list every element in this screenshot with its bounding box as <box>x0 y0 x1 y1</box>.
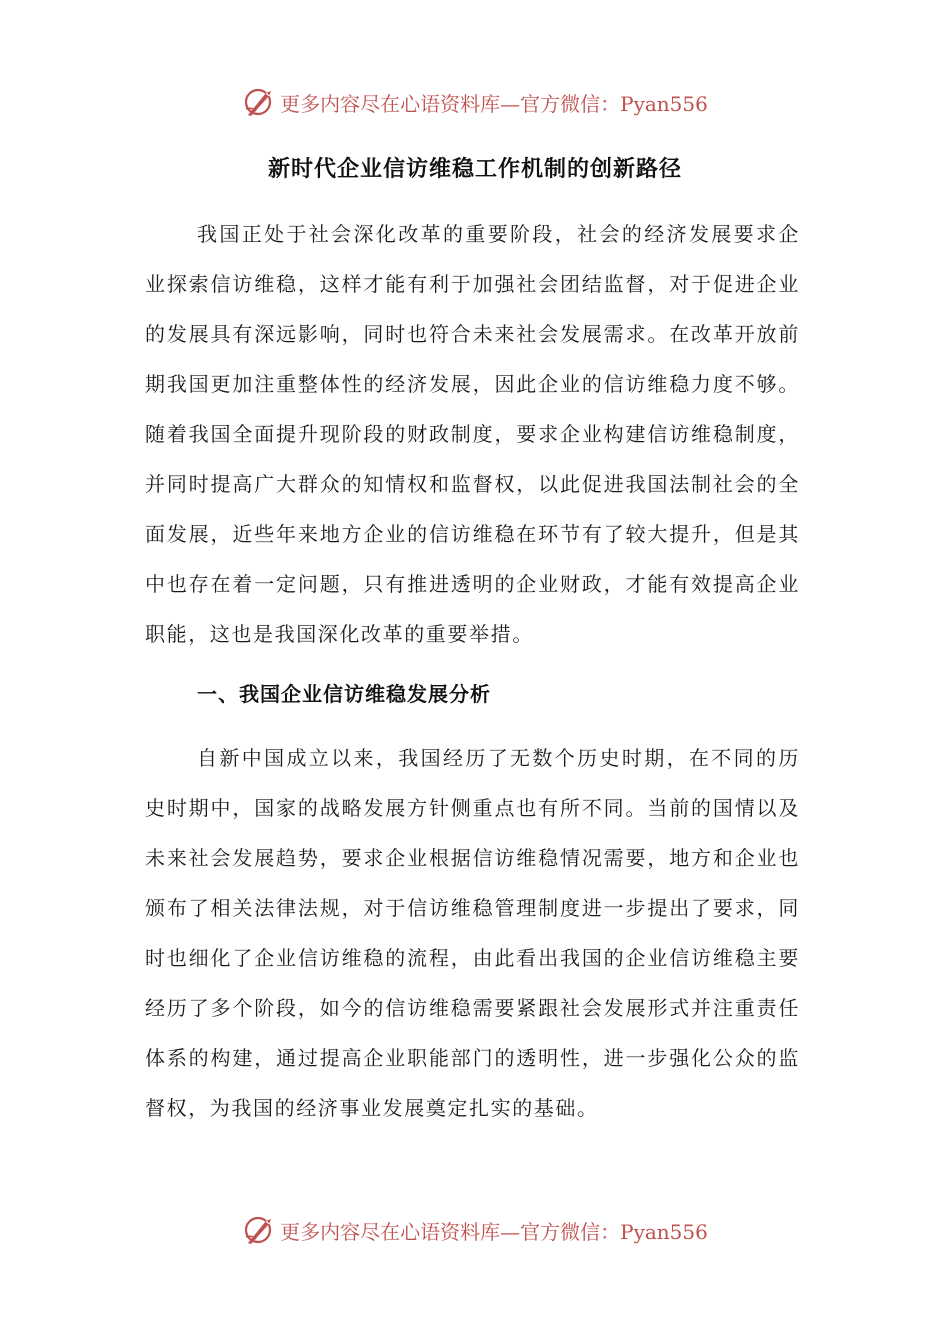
section-paragraph: 自新中国成立以来，我国经历了无数个历史时期，在不同的历史时期中，国家的战略发展方针侧重点也有所不同。当前的国情以及未来社会发展趋势，要求企业根据信访维稳情况需要，地方和企业也颁布了相关法律法规，对于信访维稳管理制度进一步提出了要求，同时也细化了企业信访维稳的流程，由此看出我国的企业信访维稳主要经历了多个阶段，如今的信访维稳需要紧跟社会发展形式并注重责任体系的构建，通过提高企业职能部门的透明性，进一步强化公众的监督权，为我国的经济事业发展奠定扎实的基础。 <box>145 746 800 1120</box>
footer-banner-text: 更多内容尽在心语资料库—官方微信：Pyan556 <box>280 1219 708 1244</box>
footer-banner <box>0 1210 950 1250</box>
pen-nib-logo-icon <box>242 85 276 119</box>
header-banner-text: 更多内容尽在心语资料库—官方微信：Pyan556 <box>280 91 708 116</box>
intro-paragraph: 我国正处于社会深化改革的重要阶段，社会的经济发展要求企业探索信访维稳，这样才能有利于加强社会团结监督，对于促进企业的发展具有深远影响，同时也符合未来社会发展需求。在改革开放前期我国更加注重整体性的经济发展，因此企业的信访维稳力度不够。随着我国全面提升现阶段的财政制度，要求企业构建信访维稳制度，并同时提高广大群众的知情权和监督权，以此促进我国法制社会的全面发展，近些年来地方企业的信访维稳在环节有了较大提升，但是其中也存在着一定问题，只有推进透明的企业财政，才能有效提高企业职能，这也是我国深化改革的重要举措。 <box>145 222 800 646</box>
pen-nib-logo-icon <box>242 1213 276 1247</box>
header-banner <box>0 82 950 122</box>
section-heading: 一、我国企业信访维稳发展分析 <box>197 682 491 706</box>
document-title: 新时代企业信访维稳工作机制的创新路径 <box>267 156 682 182</box>
